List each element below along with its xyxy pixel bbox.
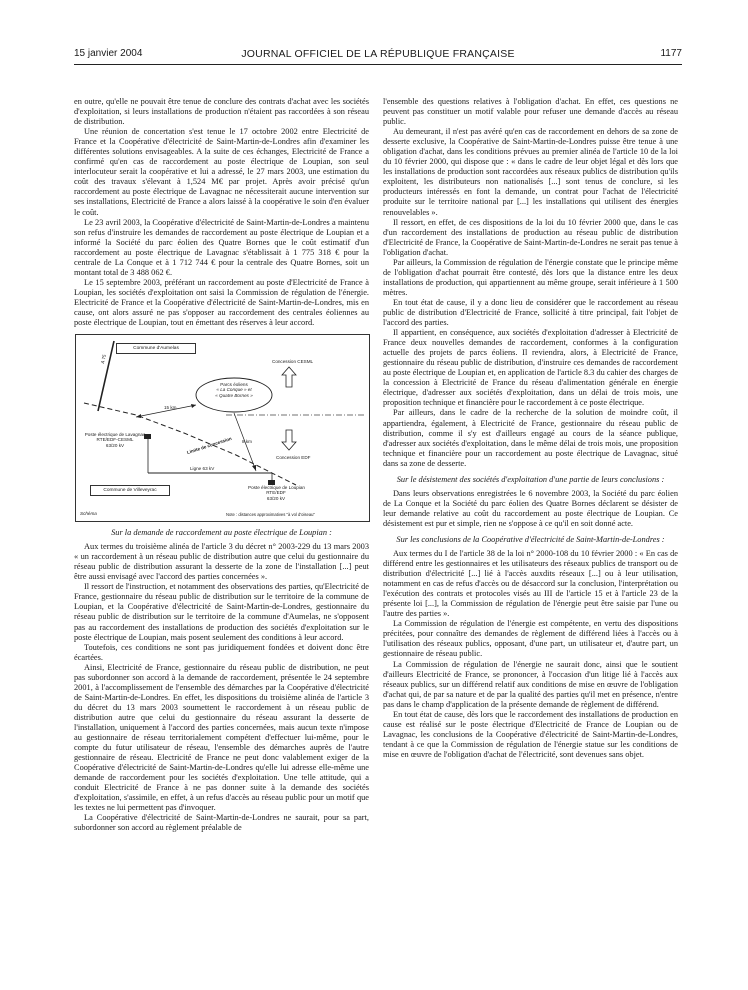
arrow-up-icon — [282, 367, 296, 387]
section-subtitle: Sur la demande de raccordement au poste électrique de Loupian : — [111, 528, 332, 538]
paragraph: Aux termes du troisième alinéa de l'article 3 du décret n° 2003-229 du 13 mars 2003 « un raccordement à un réseau public de distribution autre que celui du gestionnaire du réseau public de distribution assurant la desserte de la zone de l'installation [...] peut être aussi envisagé avec l'accord des parties concernées ». — [74, 542, 369, 582]
section-subtitle: Sur les conclusions de la Coopérative d'électricité de Saint-Martin-de-Londres : — [396, 534, 665, 544]
paragraph: Une réunion de concertation s'est tenue le 17 octobre 2002 entre Electricité de France et la Coopérative d'électricité de Saint-Martin-de-Londres afin d'examiner les différentes solutions envisageables. A la suite de ces échanges, Electricité de France a confirmé qu'en cas de raccordement au poste électrique de Loupian, son seul interlocuteur serait la coopérative et lui a adressé, le 27 mars 2003, une estimation du coût des travaux s'élevant à 1,524 M€ par projet. Après avoir précisé qu'un raccordement au poste électrique de Lavagnac ne nécessiterait aucune intervention sur ses installations, Electricité de France a alors laissé à la coopérative le soin d'en évaluer le coût. — [74, 127, 369, 217]
paragraph: La Commission de régulation de l'énergie ne saurait donc, ainsi que le soutient d'ailleurs Electricité de France, se prononcer, à l'occasion d'un litige lié à l'accès aux réseaux publics, sur un différend relatif aux conditions de mise en œuvre de l'obligation d'achat qui, de par sa nature et de par la qualité des parties qu'il met en présence, n'entre pas dans le champ d'application de la présente demande de règlement de différend. — [383, 659, 678, 709]
commune-aumelas-box: Commune d'Aumelas — [116, 343, 196, 354]
paragraph: Toutefois, ces conditions ne sont pas juridiquement fondées et doivent donc être écartées. — [74, 642, 369, 662]
paragraph: Aux termes du I de l'article 38 de la loi n° 2000-108 du 10 février 2000 : « En cas de différend entre les gestionnaires et les utilisateurs des réseaux publics de transport ou de distribution d'électricité [...] lié à l'accès auxdits réseaux [...] ou à leur utilisation, notamment en cas de refus d'accès ou de désaccord sur la conclusion, l'interprétation ou l'exécution des contrats et protocoles visés au III de l'article 15 et à l'article 23 de la présente loi [...], la Commission de régulation de l'énergie peut être saisie par l'une ou l'autre des parties ». — [383, 549, 678, 619]
right-column — [383, 97, 678, 760]
concession-limit-label: Limite de concession — [186, 435, 233, 456]
paragraph: Il appartient, en conséquence, aux sociétés d'exploitation d'adresser à Electricité de France deux nouvelles demandes de raccordement, conformes à la configuration actuelle des projets de parcs éoliens. Il reviendra, alors, à Electricité de France, gestionnaire du réseau public de distribution, d'instruire ces demandes de raccordement au poste électrique de Loupian et, en application de l'article 8.3 du cahier des charges de la concession à Electricité de France du réseau d'alimentation générale en énergie électrique, d'adresser aux sociétés d'exploitation, dans un délai de trois mois, une proposition technique et financière pour le raccordement à ce poste électrique. — [383, 328, 678, 408]
paragraph: l'ensemble des questions relatives à l'obligation d'achat. En effet, ces questions ne peuvent pas constituer un motif valable pour refuser une demande d'accès au réseau public. — [383, 97, 678, 127]
paragraph: Il ressort de l'instruction, et notamment des observations des parties, qu'Electricité de France, gestionnaire du réseau public de distribution sur le territoire de la commune de Loupian, et la Coopérative d'électricité de Saint-Martin-de-Londres, gestionnaire du réseau public de distribution sur le territoire de la commune d'Aumelas, ne s'opposent pas au raccordement des installations de production des sociétés d'exploitation sur le poste électrique de Loupian, mais posent seulement des conditions à leur accord. — [74, 582, 369, 642]
a75-label: A 75 — [100, 354, 107, 365]
paragraph: En tout état de cause, il y a donc lieu de considérer que le raccordement au réseau public de distribution d'Electricité de France, sollicité à titre principal, fait l'objet de l'accord des parties. — [383, 297, 678, 328]
header-date: 15 janvier 2004 — [74, 48, 143, 59]
header-title: JOURNAL OFFICIEL DE LA RÉPUBLIQUE FRANÇAISE — [241, 48, 515, 60]
paragraph: Le 15 septembre 2003, préférant un raccordement au poste d'Electricité de France à Loupian, les sociétés d'exploitation ont saisi la Commission de régulation de l'énergie. Electricité de France et la Coopérative d'électricité de Saint-Martin-de-Londres, mis en cause, ont alors assuré ne pas s'opposer au raccordement des centrales éoliennes au poste électrique de Loupian, tout en émettant des réserves à leur accord. — [74, 277, 369, 328]
lavagnac-station-label: Poste électrique de Lavagnac RTE/EDF-CESML 63/20 kV — [84, 432, 146, 448]
concession-edf-label: Concession EDF — [276, 455, 311, 461]
header-rule — [74, 64, 682, 65]
paragraph: Au demeurant, il n'est pas avéré qu'en cas de raccordement en dehors de sa zone de desserte exclusive, la Coopérative de Saint-Martin-de-Londres puisse être tenue à une obligation d'achat, dans les conditions prévues au premier alinéa de l'article 10 de la loi du 10 février 2000, qui dispose que : « dans le cadre de leur objet légal et dès lors que les installations de production sont raccordées aux réseaux publics de distribution qu'ils exploitent, les distributeurs non nationalisés [...] sont tenus de conclure, si les producteurs intéressés en font la demande, un contrat pour l'achat de l'électricité produite sur le territoire national par [...] les installations qui utilisent des énergies renouvelables ». — [383, 127, 678, 217]
paragraph: Il ressort, en effet, de ces dispositions de la loi du 10 février 2000 que, dans le cas d'un raccordement des installations de production au réseau public de distribution d'Electricité de France, la Coopérative de Saint-Martin-de-Londres ne serait pas tenue à l'obligation d'achat. — [383, 217, 678, 257]
section-subtitle: Sur le désistement des sociétés d'exploitation d'une partie de leurs conclusions : — [396, 474, 665, 484]
concession-cesml-label: Concession CESML — [272, 359, 314, 365]
header-page-number: 1177 — [660, 48, 682, 59]
paragraph: Ainsi, Electricité de France, gestionnaire du réseau public de distribution, ne peut pas subordonner son accord à la demande de raccordement, présentée le 24 septembre 2001, à l'accomplissement de l'ensemble des démarches par la Coopérative d'électricité de Saint-Martin-de-Londres. En effet, les dispositions du troisième alinéa de l'article 3 du décret du 13 mars 2003 soumettent le raccordement à un réseau public de distribution autre que celui du gestionnaire du réseau assurant la desserte de l'installation, uniquement à l'accord des parties concernées, mais aucun texte n'impose au gestionnaire de réseau territorialement compétent d'effectuer lui-même, pour le compte du futur utilisateur de réseau, l'ensemble des démarches auprès de l'autre gestionnaire de réseau. Electricité de France ne peut donc valablement exiger de la Coopérative d'électricité de Saint-Martin-de-Londres qu'elle lui adresse elle-même une demande de raccordement pour les sociétés d'exploitation. Une telle attitude, qui a conduit Electricité de France à ne pas donner suite à la demande des sociétés d'exploitation, s'assimile, en effet, à un refus d'accès au réseau public pour un motif que les textes ne lui permettent pas d'invoquer. — [74, 662, 369, 813]
wind-parks-label: Parcs éoliens « La Conque » et « Quatre Bornes » — [215, 382, 253, 398]
paragraph: Le 23 avril 2003, la Coopérative d'électricité de Saint-Martin-de-Londres a maintenu son refus d'instruire les demandes de raccordement au poste électrique de Loupian et a informé la Société du parc éolien des Quatre Bornes que le coût estimatif d'un raccordement au poste électrique de Lavagnac s'établissait à 1 775 318 € pour la centrale de La Conque et à 1 712 744 € pour la centrale des Quatre Bornes, soit un montant total de 3 488 062 €. — [74, 217, 369, 277]
connection-schema-figure — [75, 334, 370, 522]
paragraph: La Coopérative d'électricité de Saint-Martin-de-Londres ne saurait, pour sa part, subordonner son accord au règlement préalable de — [74, 813, 369, 833]
page-header — [74, 48, 682, 62]
paragraph: Par ailleurs, la Commission de régulation de l'énergie constate que le principe même de l'obligation d'achat pourrait être contesté, dès lors que la distance entre les deux installations de production, qui appartiennent au même groupe, serait inférieure à 1 500 mètres. — [383, 257, 678, 297]
distance-15km-label: 15 km — [164, 405, 177, 411]
commune-villeveyrac-box: Commune de Villeveyrac — [90, 485, 170, 496]
arrow-down-icon — [282, 430, 296, 450]
line-63kv-label: Ligne 63 kV — [190, 466, 215, 472]
left-column — [74, 97, 369, 833]
paragraph: en outre, qu'elle ne pouvait être tenue de conclure des contrats d'achat avec les sociétés d'exploitation, si leurs installations de production n'étaient pas raccordées à son réseau de distribution. — [74, 97, 369, 127]
paragraph: En tout état de cause, dès lors que le raccordement des installations de production en cause est réalisé sur le poste électrique d'Electricité de France de Loupian ou de Lavagnac, les conclusions de la Coopérative d'électricité de Saint-Martin-de-Londres, tendant à ce que la Commission de régulation de l'énergie statue sur les conditions de mise en œuvre de l'obligation d'achat de l'électricité, sont devenues sans objet. — [383, 709, 678, 759]
distance-8km-label: 8 km — [242, 439, 252, 445]
paragraph: La Commission de régulation de l'énergie est compétente, en vertu des dispositions précitées, pour connaître des demandes de règlement de différend liées à l'accès ou à l'utilisation des réseaux publics, opposant, d'une part, un utilisateur et, d'autre part, un gestionnaire de réseau public. — [383, 619, 678, 659]
schema-note: Note : distances approximatives "à vol d'oiseau" — [226, 512, 315, 518]
schema-caption: Schéma — [80, 511, 97, 517]
a75-road — [98, 341, 114, 411]
paragraph: Dans leurs observations enregistrées le 6 novembre 2003, la Société du parc éolien de La Conque et la Société du parc éolien des Quatre Bornes déclarent se désister de leur demande relative au coût du raccordement au poste électrique de Loupian. Ce désistement est pur et simple, rien ne s'oppose à ce qu'il en soit donné acte. — [383, 488, 678, 528]
paragraph: Par ailleurs, dans le cadre de la recherche de la solution de moindre coût, il appartiendra, également, à Electricité de France, gestionnaire du réseau public de distribution, comme il s'y est d'ailleurs engagé au cours de la séance publique, d'adresser aux sociétés d'exploitation, dans le même délai de trois mois, une proposition technique et financière pour un raccordement au poste électrique de Lavagnac, situé dans sa zone de desserte. — [383, 408, 678, 468]
loupian-station-label: Poste électrique de Loupian RTE/EDF 63/20 kV — [248, 485, 305, 501]
